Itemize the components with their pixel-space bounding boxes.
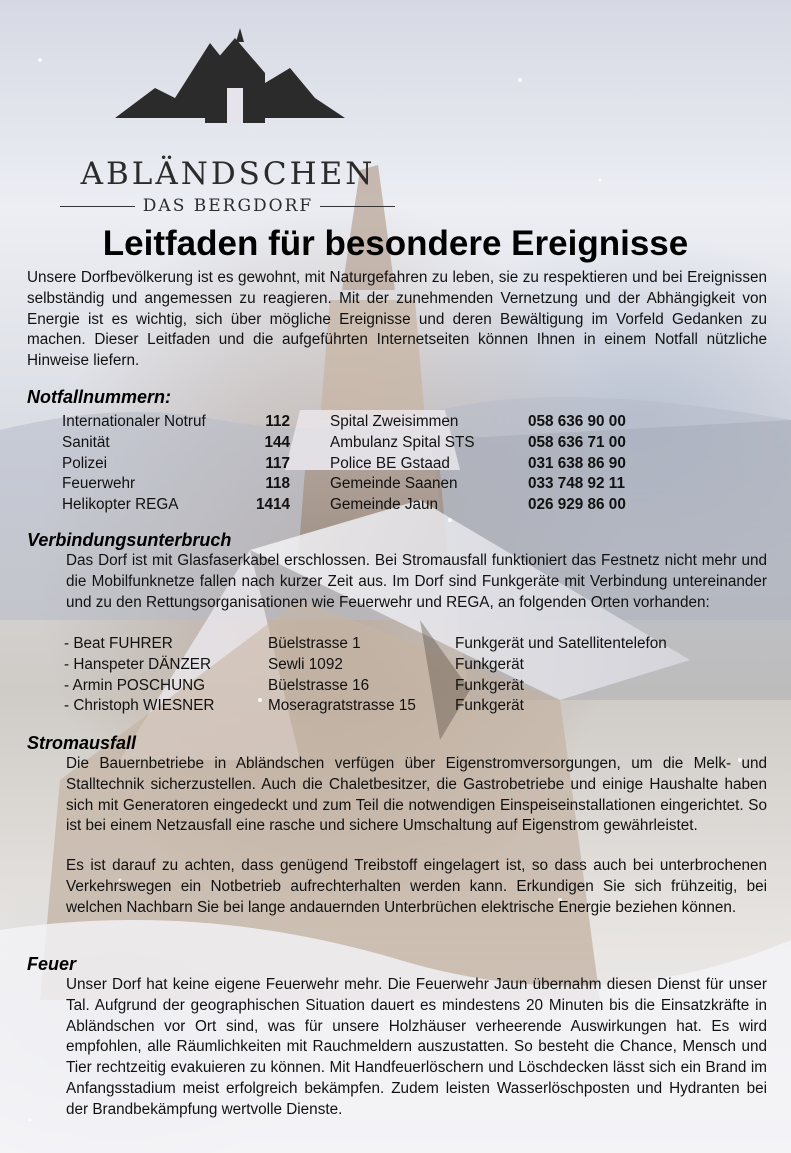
- contact-person: - Beat FUHRER: [64, 635, 173, 652]
- notfall-heading: Notfallnummern:: [27, 387, 171, 407]
- contact-name: Gemeinde Saanen: [330, 475, 458, 493]
- service-number: 144: [264, 433, 290, 451]
- mountain-chapel-logo-icon: [115, 28, 345, 148]
- service-name: Polizei: [62, 454, 108, 472]
- contact-phone: 058 636 71 00: [528, 433, 626, 451]
- contact-name: Gemeinde Jaun: [330, 496, 438, 514]
- emergency-row: [62, 474, 626, 495]
- service-name: Helikopter REGA: [62, 496, 179, 514]
- service-number: 1414: [255, 496, 290, 514]
- page-title: Leitfaden für besondere Ereignisse: [102, 224, 689, 263]
- contact-phone: 033 748 92 11: [528, 475, 625, 493]
- feuer-heading: Feuer: [27, 954, 77, 974]
- contact-name: Spital Zweisimmen: [330, 413, 459, 430]
- logo-subtitle: DAS BERGDORF: [142, 196, 314, 216]
- contact-address: Büelstrasse 16: [268, 676, 370, 694]
- verbindung-text: Das Dorf ist mit Glasfaserkabel erschlossen. Bei Stromausfall funktioniert das Festnetz nicht mehr und die Mobilfunknetze fallen nach kurzer Zeit aus. Im Dorf sind Funkgeräte mit Verbindung untereinander und zu den Rettungsorganisationen wie Feuerwehr und REGA, an folgenden Orten vorhanden:: [66, 552, 767, 611]
- intro-text: Unsere Dorfbevölkerung ist es gewohnt, mit Naturgefahren zu leben, sie zu respektieren und bei Ereignissen selbständig und angemessen zu reagieren. Mit der zunehmenden Vernetzung und der Abhängigkeit von Energie ist es wichtig, sich über mögliche Ereignisse und deren Bewältigung im Vorfeld Gedanken zu machen. Dieser Leitfaden und die aufgeführten Internetseiten können Ihnen in einem Notfall nützliche Hinweise liefern.: [27, 269, 767, 370]
- service-name: Internationaler Notruf: [62, 413, 206, 430]
- strom-paragraph-1: Die Bauernbetriebe in Abländschen verfügen über Eigenstromversorgungen, um die Melk- und Stalltechnik sicherzustellen. Auch die Chaletbesitzer, die Gastrobetriebe und einige Haushalte haben sich mit Generatoren eingedeckt und zum Teil die notwendigen Einspeiseinstallationen eingerichtet. So ist bei einem Netzausfall eine rasche und sichere Umschaltung auf Eigenstrom gewährleistet.: [66, 755, 767, 835]
- strom-heading: Stromausfall: [27, 733, 137, 753]
- contact-name: Ambulanz Spital STS: [330, 433, 475, 451]
- emergency-row: [62, 495, 626, 516]
- feuer-text: Unser Dorf hat keine eigene Feuerwehr mehr. Die Feuerwehr Jaun übernahm diesen Dienst für unser Tal. Aufgrund der geographischen Situation dauert es mindestens 20 Minuten bis die Einsatzkräfte in Abländschen vor Ort sind, was für unsere Holzhäuser verheerende Auswirkungen hat. Es wird empfohlen, alle Räumlichkeiten mit Rauchmeldern auszustatten. So besteht die Chance, Mensch und Tier rechtzeitig evakuieren zu können. Mit Handfeuerlöschern und Löschdecken lässt sich ein Brand im Anfangsstadium meist erfolgreich bekämpfen. Zudem leisten Wasserlöschposten und Hydranten bei der Brandbekämpfung wertvolle Dienste.: [66, 976, 767, 1118]
- service-number: 117: [265, 454, 290, 472]
- logo: [55, 28, 400, 216]
- emergency-numbers-table: [62, 412, 626, 516]
- emergency-row: [62, 454, 626, 475]
- contact-device: Funkgerät: [455, 697, 524, 715]
- emergency-row: [62, 433, 626, 454]
- contact-phone: 058 636 90 00: [528, 413, 626, 430]
- contact-phone: 026 929 86 00: [528, 496, 626, 514]
- contact-device: Funkgerät und Satellitentelefon: [455, 635, 667, 652]
- contact-person: - Armin POSCHUNG: [64, 676, 206, 694]
- emergency-row: [62, 412, 626, 433]
- contact-person: - Hanspeter DÄNZER: [64, 655, 212, 673]
- verbindung-heading: Verbindungsunterbruch: [27, 530, 232, 550]
- contact-person: - Christoph WIESNER: [64, 697, 215, 715]
- contact-device: Funkgerät: [455, 655, 524, 673]
- contact-phone: 031 638 86 90: [528, 454, 626, 472]
- contact-name: Police BE Gstaad: [330, 454, 450, 472]
- service-number: 118: [265, 475, 290, 493]
- service-name: Feuerwehr: [62, 475, 136, 493]
- contact-device: Funkgerät: [455, 676, 524, 694]
- radio-contact-row: [64, 655, 667, 676]
- strom-paragraph-2: Es ist darauf zu achten, dass genügend Treibstoff eingelagert ist, so dass auch bei unterbrochenen Verkehrswegen ein Notbetrieb aufrechterhalten werden kann. Erkundigen Sie sich frühzeitig, bei welchen Nachbarn Sie bei lange andauernden Unterbrüchen elektrische Energie beziehen können.: [66, 857, 767, 916]
- radio-contact-row: [64, 696, 667, 717]
- contact-address: Moseragratstrasse 15: [268, 697, 416, 715]
- service-number: 112: [265, 413, 290, 430]
- logo-title: ABLÄNDSCHEN: [80, 156, 376, 192]
- radio-contact-row: [64, 676, 667, 697]
- contact-address: Büelstrasse 1: [268, 635, 361, 652]
- service-name: Sanität: [62, 433, 110, 451]
- contact-address: Sewli 1092: [268, 655, 343, 673]
- radio-contact-row: [64, 634, 667, 655]
- radio-contacts-table: [64, 634, 667, 717]
